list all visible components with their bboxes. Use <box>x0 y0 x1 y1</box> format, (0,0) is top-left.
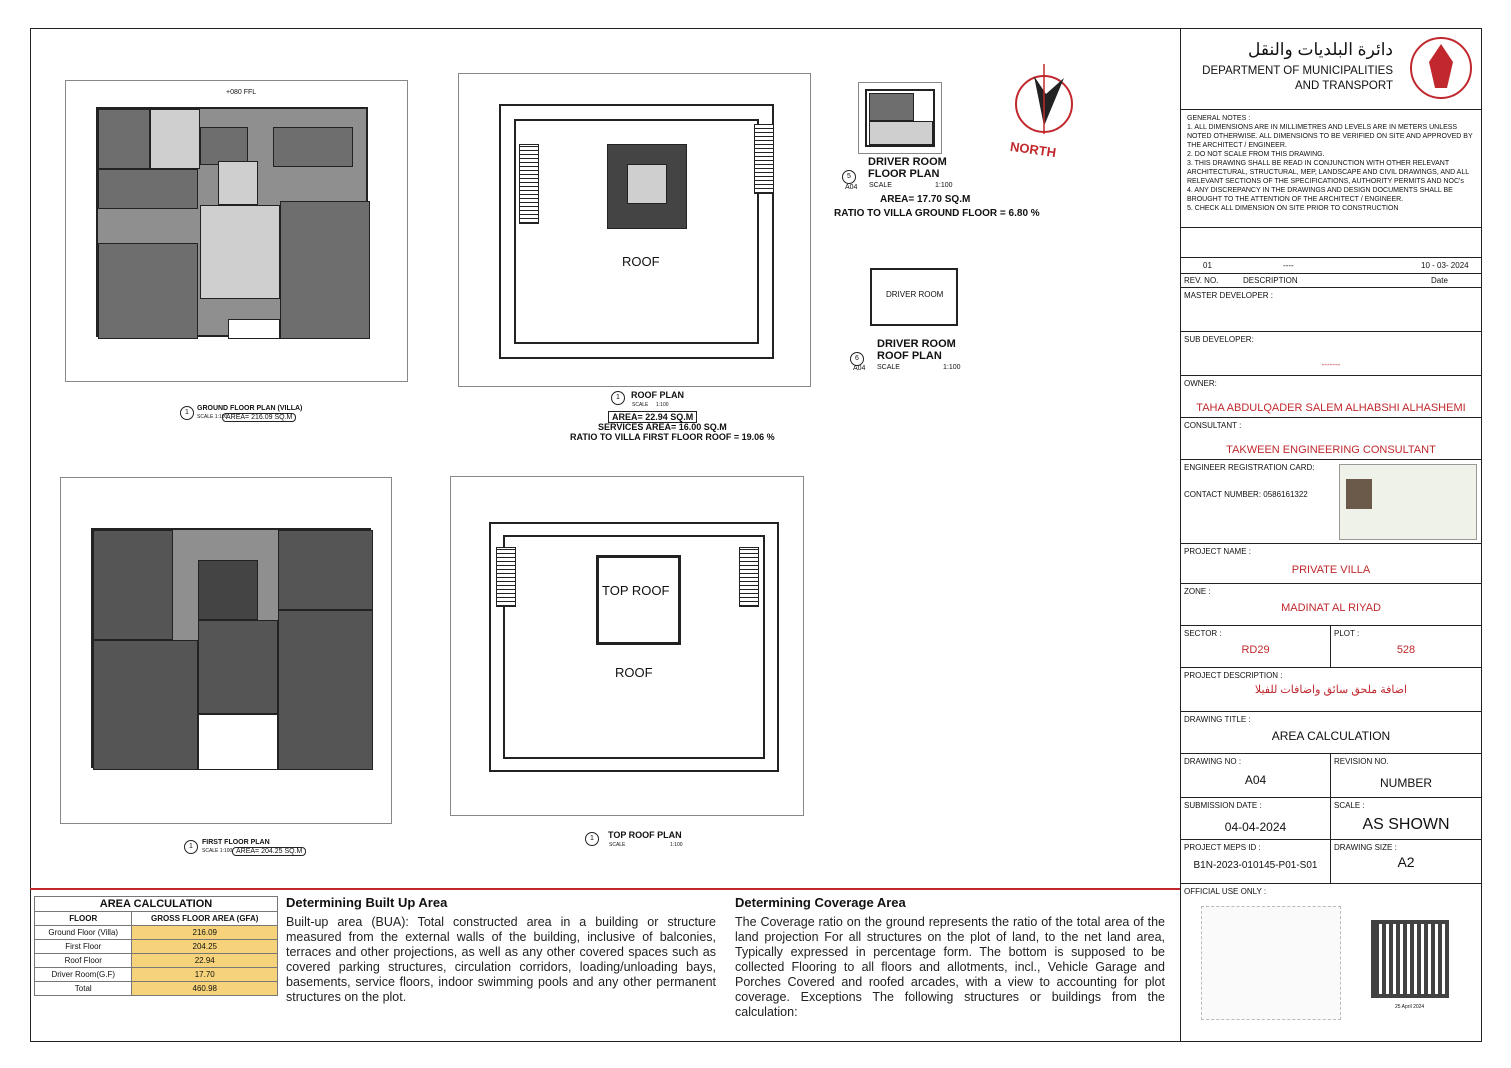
project-name-value: PRIVATE VILLA <box>1291 564 1371 576</box>
roof-plan-scale: SCALE <box>632 402 649 408</box>
stair-left <box>519 144 539 224</box>
sector <box>1181 626 1331 668</box>
sub-developer-label: SUB DEVELOPER: <box>1184 335 1254 344</box>
area-calculation-table <box>34 896 278 996</box>
stair-right <box>739 547 759 607</box>
roof-services-area: SERVICES AREA= 16.00 SQ.M <box>598 422 727 432</box>
table-row <box>35 954 278 968</box>
plan-sheet-ref: A04 <box>845 184 858 191</box>
zone-value: MADINAT AL RIYAD <box>1281 602 1381 614</box>
plan-number: 1 <box>585 832 599 846</box>
top-roof-scale: SCALE <box>609 842 626 848</box>
sub-developer-value: ------- <box>1321 360 1341 369</box>
rev-desc: ---- <box>1283 261 1294 270</box>
owner-value: TAHA ABDULQADER SALEM ALHABSHI ALHASHEMI <box>1196 402 1466 414</box>
room <box>198 620 278 714</box>
zone-label: ZONE : <box>1184 587 1211 596</box>
sub-developer <box>1181 332 1481 376</box>
master-developer-label: MASTER DEVELOPER : <box>1184 291 1273 300</box>
balcony <box>198 714 278 770</box>
room <box>98 109 150 169</box>
stamp-date: 25 April 2024 <box>1395 1004 1425 1010</box>
drawing-size <box>1331 840 1481 884</box>
note-item: 4. ANY DISCREPANCY IN THE DRAWINGS AND DESIGN DOCUMENTS SHALL BE BROUGHT TO THE ATTENTION OF THE ARCHITECT / ENGINEER. <box>1187 187 1453 203</box>
scale-value: AS SHOWN <box>1362 816 1450 833</box>
drawing-no-label: DRAWING NO : <box>1184 757 1242 766</box>
plan-sheet-ref: A04 <box>853 365 866 372</box>
engineer-label: ENGINEER REGISTRATION CARD: <box>1184 463 1315 472</box>
area-table-title: AREA CALCULATION <box>35 897 278 912</box>
built-up-title: Determining Built Up Area <box>286 895 448 910</box>
col-gfa: GROSS FLOOR AREA (GFA) <box>132 912 278 926</box>
project-description <box>1181 668 1481 712</box>
owner-label: OWNER: <box>1184 379 1217 388</box>
roof-plan-sheet <box>458 73 811 387</box>
department-line2: AND TRANSPORT <box>1295 80 1393 92</box>
floor-name: Ground Floor (Villa) <box>35 926 132 940</box>
drawing-title-label: DRAWING TITLE : <box>1184 715 1251 724</box>
plan-number: 5 <box>842 170 856 184</box>
rev-date-header: Date <box>1431 276 1448 285</box>
north-arrow-icon <box>1012 64 1082 144</box>
stair <box>198 560 258 620</box>
scale <box>1331 798 1481 840</box>
department-line1: DEPARTMENT OF MUNICIPALITIES <box>1202 65 1393 77</box>
driver-roof-scale: SCALE <box>877 364 900 371</box>
project-description-value: اضافة ملحق سائق واضافات للفيلا <box>1254 684 1408 696</box>
official-use <box>1181 884 1481 1040</box>
top-roof-scale-value: 1:100 <box>670 842 683 848</box>
note-item: 5. CHECK ALL DIMENSION ON SITE PRIOR TO CONSTRUCTION <box>1187 205 1399 212</box>
department-header <box>1181 28 1481 110</box>
project-description-label: PROJECT DESCRIPTION : <box>1184 671 1283 680</box>
room <box>280 201 370 339</box>
room <box>98 169 198 209</box>
driver-roof-scale-value: 1:100 <box>943 364 961 371</box>
first-plan-area: AREA= 204.25 SQ.M <box>232 847 306 856</box>
top-roof-sheet <box>450 476 804 816</box>
meps-id-value: B1N-2023-010145-P01-S01 <box>1193 860 1318 871</box>
first-plan-scale: SCALE 1:100 <box>202 848 233 854</box>
table-row <box>35 926 278 940</box>
ground-floor-plan <box>96 107 368 337</box>
driver-floor-title1: DRIVER ROOM <box>868 156 947 168</box>
revision-header <box>1181 274 1481 288</box>
drawing-size-label: DRAWING SIZE : <box>1334 843 1397 852</box>
revision-no-label: REVISION NO. <box>1334 757 1389 766</box>
project-name <box>1181 544 1481 584</box>
sector-label: SECTOR : <box>1184 629 1222 638</box>
driver-floor-area: AREA= 17.70 SQ.M <box>880 194 971 205</box>
room <box>869 93 914 121</box>
photo <box>1346 479 1372 509</box>
registration-card-image <box>1339 464 1477 540</box>
room <box>93 530 173 640</box>
project-name-label: PROJECT NAME : <box>1184 547 1251 556</box>
floor-name: Total <box>35 982 132 996</box>
note-item: 3. THIS DRAWING SHALL BE READ IN CONJUNCTION WITH OTHER RELEVANT ARCHITECTURAL, STRUCTURAL, MEP, LANDSCAPE AND CIVIL DRAWINGS, AND ALL RELEVANT SECTIONS OF THE SPECIFICATIONS, AUTHORITY PERMITS AND NOC's <box>1187 160 1469 185</box>
coverage-title: Determining Coverage Area <box>735 895 906 910</box>
driver-roof-title1: DRIVER ROOM <box>877 338 956 350</box>
rev-desc-header: DESCRIPTION <box>1243 276 1298 285</box>
table-row <box>35 982 278 996</box>
gfa-value: 460.98 <box>132 982 278 996</box>
owner <box>1181 376 1481 418</box>
roof-area: AREA= 22.94 SQ.M <box>608 411 697 423</box>
drawing-size-value: A2 <box>1397 854 1415 870</box>
roof-plan-scale-value: 1:100 <box>656 402 669 408</box>
revision-row <box>1181 258 1481 274</box>
consultant <box>1181 418 1481 460</box>
plot <box>1331 626 1481 668</box>
driver-floor-title2: FLOOR PLAN <box>868 168 940 180</box>
entrance <box>228 319 280 339</box>
floor-name: First Floor <box>35 940 132 954</box>
top-roof-title: TOP ROOF PLAN <box>608 830 682 840</box>
note-item: 2. DO NOT SCALE FROM THIS DRAWING. <box>1187 151 1325 158</box>
built-up-text: Built-up area (BUA): Total constructed area in a building or structure measured from the external walls of the building, inclusive of balconies, terraces and other projections, as well as any other covered spaces such as covered parking structures, circulation corridors, loading/unloading bays, basements, service floors, indoor swimming pools and any other permanent structures on the plot. <box>286 915 716 1004</box>
gfa-value: 17.70 <box>132 968 278 982</box>
submission-date <box>1181 798 1331 840</box>
first-plan-title: FIRST FLOOR PLAN <box>202 839 270 846</box>
room <box>869 121 933 145</box>
plan-number: 6 <box>850 352 864 366</box>
approval-stamp <box>1201 906 1341 1020</box>
lift <box>627 164 667 204</box>
rev-no-header: REV. NO. <box>1184 276 1219 285</box>
official-use-label: OFFICIAL USE ONLY : <box>1184 887 1267 896</box>
plan-number: 1 <box>180 406 194 420</box>
room <box>278 610 373 770</box>
consultant-value: TAKWEEN ENGINEERING CONSULTANT <box>1226 444 1436 456</box>
driver-floor-scale: SCALE <box>869 182 892 189</box>
col-floor: FLOOR <box>35 912 132 926</box>
stair-left <box>496 547 516 607</box>
floor-name: Driver Room(G.F) <box>35 968 132 982</box>
first-floor-plan <box>91 528 371 768</box>
driver-roof-sheet <box>870 268 958 326</box>
roof-label: ROOF <box>615 665 653 680</box>
stair <box>218 161 258 205</box>
revision-blank <box>1181 228 1481 258</box>
first-floor-sheet <box>60 477 392 824</box>
table-row <box>35 940 278 954</box>
drawing-no-value: A04 <box>1244 773 1267 787</box>
submission-date-value: 04-04-2024 <box>1224 820 1287 834</box>
room <box>93 640 198 770</box>
submission-date-label: SUBMISSION DATE : <box>1184 801 1262 810</box>
zone <box>1181 584 1481 626</box>
engineer-card <box>1181 460 1481 544</box>
room <box>273 127 353 167</box>
north-label: NORTH <box>1009 138 1058 161</box>
gfa-value: 204.25 <box>132 940 278 954</box>
room <box>200 127 248 165</box>
drawing-title-value: AREA CALCULATION <box>1271 729 1391 743</box>
plan-number: 1 <box>184 840 198 854</box>
scale-label: SCALE : <box>1334 801 1365 810</box>
roof-label: ROOF <box>622 254 660 269</box>
gfa-value: 22.94 <box>132 954 278 968</box>
drawing-no <box>1181 754 1331 798</box>
revision-no <box>1331 754 1481 798</box>
department-arabic: دائرة البلديات والنقل <box>1248 40 1393 59</box>
ground-plan-scale: SCALE 1:100 <box>197 414 228 420</box>
rev-no: 01 <box>1203 261 1212 270</box>
driver-roof-label: DRIVER ROOM <box>886 290 944 299</box>
plan-number: 1 <box>611 391 625 405</box>
engineer-contact: CONTACT NUMBER: 0586161322 <box>1184 490 1308 499</box>
room <box>278 530 373 610</box>
meps-id <box>1181 840 1331 884</box>
roof-plan-title: ROOF PLAN <box>631 390 684 400</box>
drawing-title <box>1181 712 1481 754</box>
driver-floor-plan <box>865 89 935 147</box>
gfa-value: 216.09 <box>132 926 278 940</box>
driver-floor-sheet <box>858 82 942 154</box>
hall <box>200 205 280 299</box>
revision-no-value: NUMBER <box>1379 776 1432 790</box>
general-notes <box>1181 110 1481 228</box>
level-tag: +080 FFL <box>226 89 257 96</box>
room <box>150 109 200 169</box>
room <box>98 243 198 339</box>
top-roof-box <box>596 555 681 645</box>
note-item: 1. ALL DIMENSIONS ARE IN MILLIMETRES AND LEVELS ARE IN METERS UNLESS NOTED OTHERWISE. ALL DIMENSIONS TO BE VERIFIED ON SITE AND APPROVED BY THE ARCHITECT / ENGINEER. <box>1187 124 1473 149</box>
rev-date: 10 - 03- 2024 <box>1421 261 1469 270</box>
stair-right <box>754 124 774 194</box>
roof-ratio: RATIO TO VILLA FIRST FLOOR ROOF = 19.06 % <box>570 432 775 442</box>
plot-label: PLOT : <box>1334 629 1360 638</box>
floor-name: Roof Floor <box>35 954 132 968</box>
title-block <box>1180 28 1482 1042</box>
ground-plan-area: AREA= 216.09 SQ.M <box>222 413 296 422</box>
ground-floor-sheet <box>65 80 408 382</box>
meps-id-label: PROJECT MEPS ID : <box>1184 843 1261 852</box>
table-row <box>35 968 278 982</box>
section-divider <box>30 888 1180 890</box>
sector-value: RD29 <box>1241 644 1270 656</box>
driver-floor-scale-value: 1:100 <box>935 182 953 189</box>
driver-roof-title2: ROOF PLAN <box>877 350 942 362</box>
consultant-label: CONSULTANT : <box>1184 421 1242 430</box>
notes-title: GENERAL NOTES : <box>1187 115 1251 122</box>
qr-code <box>1371 920 1449 998</box>
emblem-icon <box>1407 34 1475 102</box>
plot-value: 528 <box>1396 644 1416 656</box>
top-roof-label: TOP ROOF <box>602 583 670 598</box>
coverage-text: The Coverage ratio on the ground represents the ratio of the total area of the land projection For all structures on the plot of land, to the net land area, Typically expressed in percentage form. The bottom is supposed to be collected Flooring to all floors and allotments, incl., Vehicle Garage and Porches Covered and roofed arcades, with a view to accounting for plot coverage. Exceptions The following structures or buildings from the calculation: <box>735 915 1165 1019</box>
master-developer <box>1181 288 1481 332</box>
ground-plan-title: GROUND FLOOR PLAN (VILLA) <box>197 405 303 412</box>
driver-floor-ratio: RATIO TO VILLA GROUND FLOOR = 6.80 % <box>834 208 1040 219</box>
